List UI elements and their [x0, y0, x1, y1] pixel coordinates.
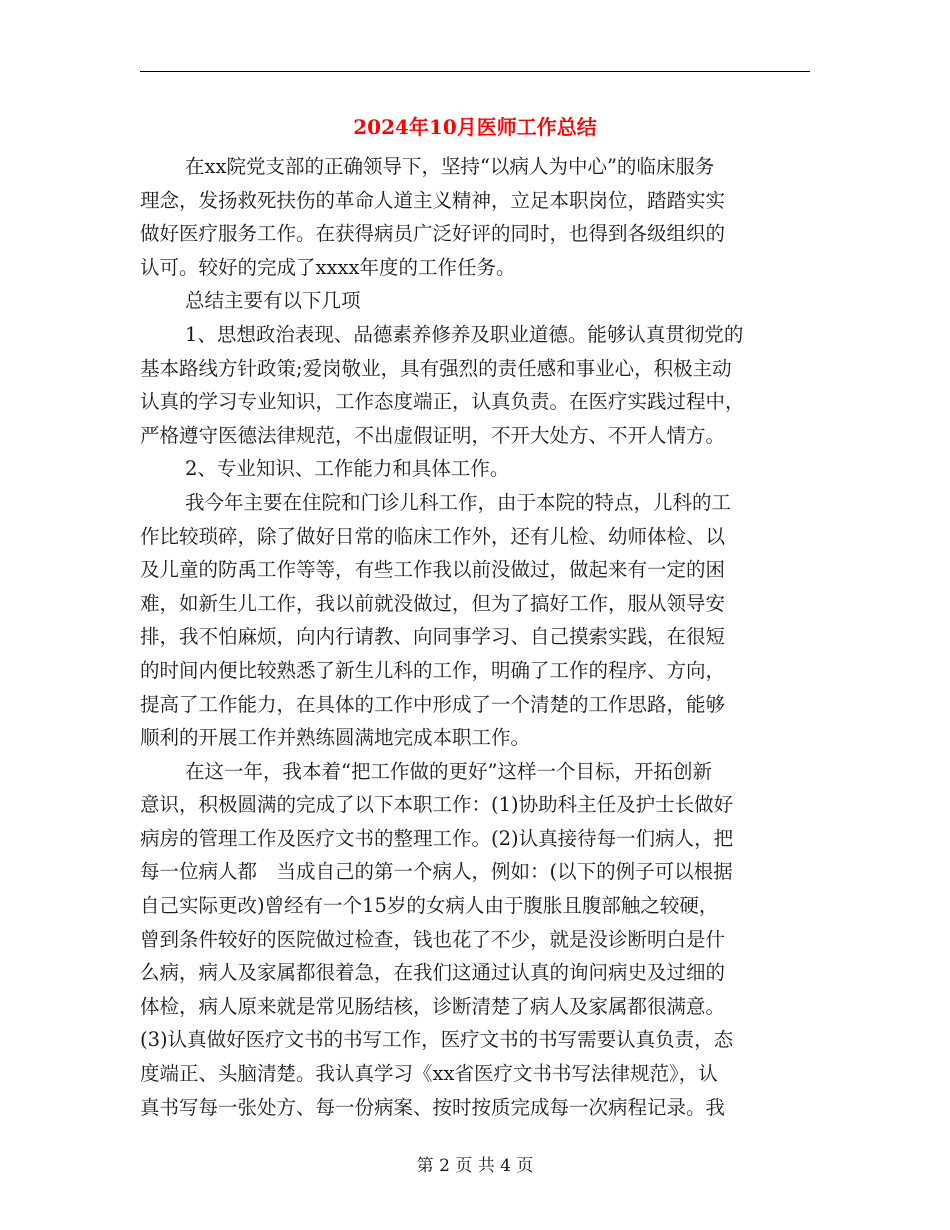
text-line: 在xx院党支部的正确领导下，坚持“以病人为中心”的临床服务: [185, 155, 715, 178]
text-line: 顺利的开展工作并熟练圆满地完成本职工作。: [140, 726, 531, 750]
text-line: 做好医疗服务工作。在获得病员广泛好评的同时，也得到各级组织的: [140, 222, 726, 246]
text-line: 理念，发扬救死扶伤的革命人道主义精神，立足本职岗位，踏踏实实: [140, 188, 726, 212]
text-line: 排，我不怕麻烦，向内行请教、向同事学习、自己摸索实践，在很短: [140, 625, 726, 649]
text-line: 在这一年，我本着“把工作做的更好”这样一个目标，开拓创新: [185, 759, 712, 783]
text-line: 2、专业知识、工作能力和具体工作。: [185, 457, 510, 481]
text-line: 总结主要有以下几项: [185, 289, 361, 313]
text-line: 难，如新生儿工作，我以前就没做过，但为了搞好工作，服从领导安: [140, 591, 726, 615]
header-rule: [140, 71, 810, 72]
text-line: 意识，积极圆满的完成了以下本职工作：(1)协助科主任及护士长做好: [140, 793, 734, 817]
document-body: [140, 150, 812, 1124]
text-line: 病房的管理工作及医疗文书的整理工作。(2)认真接待每一们病人，把: [140, 826, 734, 850]
text-line: 提高了工作能力，在具体的工作中形成了一个清楚的工作思路，能够: [140, 692, 726, 716]
document-title: 2024年10月医师工作总结: [353, 115, 597, 139]
text-line: 度端正、头脑清楚。我认真学习《xx省医疗文书书写法律规范》，认: [140, 1062, 718, 1086]
text-line: (3)认真做好医疗文书的书写工作，医疗文书的书写需要认真负责，态: [140, 1028, 734, 1052]
text-line: 每一位病人都 当成自己的第一个病人，例如：(以下的例子可以根据: [140, 860, 733, 884]
text-line: 么病，病人及家属都很着急，在我们这通过认真的询问病史及过细的: [140, 961, 726, 985]
text-line: 曾到条件较好的医院做过检查，钱也花了不少，就是没诊断明白是什: [140, 927, 726, 951]
text-line: 体检，病人原来就是常见肠结核，诊断清楚了病人及家属都很满意。: [140, 994, 726, 1018]
text-line: 认真的学习专业知识，工作态度端正，认真负责。在医疗实践过程中，: [140, 390, 745, 414]
text-line: 认可。较好的完成了xxxx年度的工作任务。: [140, 255, 516, 279]
text-line: 的时间内便比较熟悉了新生儿科的工作，明确了工作的程序、方向，: [140, 658, 726, 682]
page-footer: 第 2 页 共 4 页: [416, 1156, 534, 1176]
text-line: 及儿童的防禹工作等等，有些工作我以前没做过，做起来有一定的困: [140, 558, 726, 582]
text-line: 真书写每一张处方、每一份病案、按时按质完成每一次病程记录。我: [140, 1095, 726, 1119]
text-line: 自己实际更改)曾经有一个15岁的女病人由于腹胀且腹部触之较硬，: [140, 894, 719, 918]
text-line: 我今年主要在住院和门诊儿科工作，由于本院的特点，儿科的工: [185, 490, 732, 514]
text-line: 1、思想政治表现、品德素养修养及职业道德。能够认真贯彻党的: [185, 322, 744, 346]
text-line: 基本路线方针政策;爱岗敬业，具有强烈的责任感和事业心，积极主动: [140, 356, 732, 380]
text-line: 严格遵守医德法律规范，不出虚假证明，不开大处方、不开人情方。: [140, 423, 726, 447]
text-line: 作比较琐碎，除了做好日常的临床工作外，还有儿检、幼师体检、以: [140, 524, 726, 548]
